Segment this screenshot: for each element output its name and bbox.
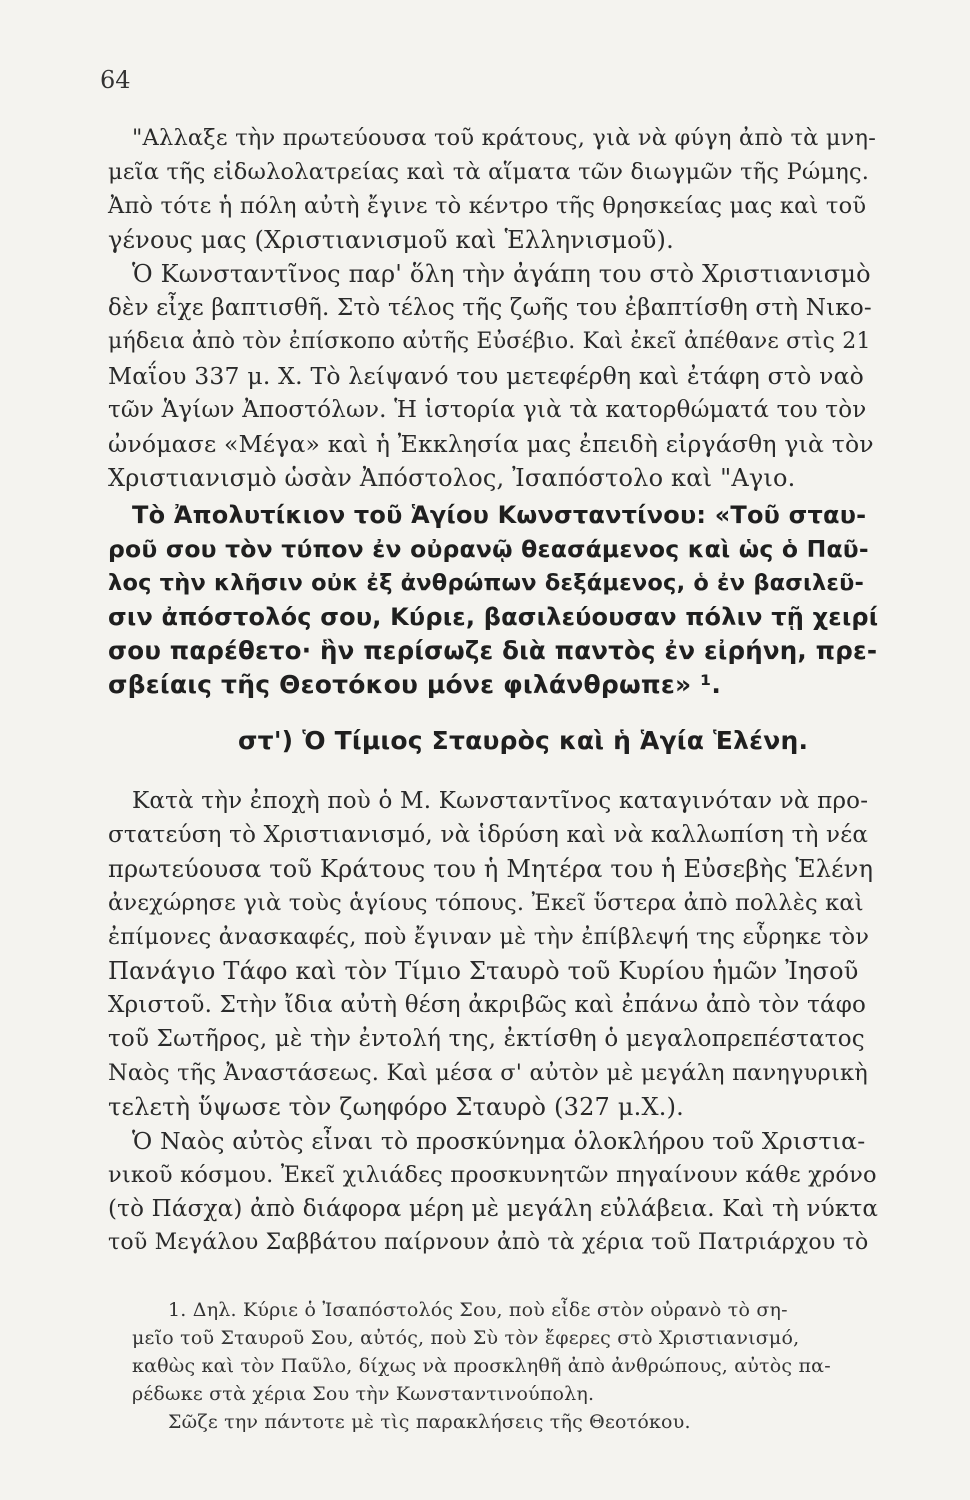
paragraph-3-line: τελετὴ ὕψωσε τὸν ζωηφόρο Σταυρὸ (327 μ.Χ.). xyxy=(108,1093,684,1121)
paragraph-2-line: μήδεια ἀπὸ τὸν ἐπίσκοπο αὐτῆς Εὐσέβιο. Καὶ ἐκεῖ ἀπέθανε στὶς 21 xyxy=(108,329,871,354)
apolytikion-line: Τὸ Ἀπολυτίκιον τοῦ Ἁγίου Κωνσταντίνου: «Τοῦ σταυ- xyxy=(132,501,867,529)
paragraph-4-line: νικοῦ κόσμου. Ἐκεῖ χιλιάδες προσκυνητῶν πηγαίνουν κάθε χρόνο xyxy=(108,1162,877,1188)
paragraph-2-line: Χριστιανισμὸ ὡσὰν Ἀπόστολος, Ἰσαπόστολο καὶ "Αγιο. xyxy=(108,464,796,492)
paragraph-2-line: ὠνόμασε «Μέγα» καὶ ἡ Ἐκκλησία μας ἐπειδὴ εἰργάσθη γιὰ τὸν xyxy=(108,430,874,458)
paragraph-4-line: (τὸ Πάσχα) ἀπὸ διάφορα μέρη μὲ μεγάλη εὐλάβεια. Καὶ τὴ νύκτα xyxy=(108,1196,879,1222)
footnote-line: καθὼς καὶ τὸν Παῦλο, δίχως νὰ προσκληθῆ ἀπὸ ἀνθρώπους, αὐτὸς πα- xyxy=(132,1355,831,1377)
section-heading: στ') Ὁ Τίμιος Σταυρὸς καὶ ἡ Ἁγία Ἑλένη. xyxy=(238,726,809,755)
paragraph-4-line: Ὁ Ναὸς αὐτὸς εἶναι τὸ προσκύνημα ὁλοκλήρου τοῦ Χριστια- xyxy=(132,1127,866,1155)
paragraph-4-line: τοῦ Μεγάλου Σαββάτου παίρνουν ἀπὸ τὰ χέρια τοῦ Πατριάρχου τὸ xyxy=(108,1230,869,1255)
apolytikion-line: σου παρέθετο· ἣν περίσωζε διὰ παντὸς ἐν εἰρήνη, πρε- xyxy=(108,636,878,665)
footnote-line: μεῖο τοῦ Σταυροῦ Σου, αὐτός, ποὺ Σὺ τὸν ἔφερες στὸ Χριστιανισμό, xyxy=(132,1327,800,1349)
apolytikion-line: λος τὴν κλῆσιν οὐκ ἐξ ἀνθρώπων δεξάμενος, ὁ ἐν βασιλεῦ- xyxy=(108,570,865,596)
paragraph-3-line: πρωτεύουσα τοῦ Κράτους του ἡ Μητέρα του ἡ Εὐσεβὴς Ἑλένη xyxy=(108,855,874,883)
apolytikion-line: σβείαις τῆς Θεοτόκου μόνε φιλάνθρωπε» ¹. xyxy=(108,670,722,699)
apolytikion-line: ροῦ σου τὸν τύπον ἐν οὐρανῷ θεασάμενος καὶ ὡς ὁ Παῦ- xyxy=(108,535,869,563)
paragraph-2-line: Ὁ Κωνσταντῖνος παρ' ὅλη τὴν ἀγάπη του στὸ Χριστιανισμὸ xyxy=(132,260,871,288)
paragraph-3-line: ἐπίμονες ἀνασκαφές, ποὺ ἔγιναν μὲ τὴν ἐπίβλεψή της εὗρηκε τὸν xyxy=(108,924,870,950)
apolytikion-line: σιν ἀπόστολός σου, Κύριε, βασιλεύουσαν πόλιν τῇ χειρί xyxy=(108,603,879,631)
paragraph-1-line: μεῖα τῆς εἰδωλολατρείας καὶ τὰ αἵματα τῶν διωγμῶν τῆς Ρώμης. xyxy=(108,159,870,185)
paragraph-1-line: "Αλλαξε τὴν πρωτεύουσα τοῦ κράτους, γιὰ νὰ φύγη ἀπὸ τὰ μνη- xyxy=(132,125,877,151)
paragraph-3-line: ἀνεχώρησε γιὰ τοὺς ἁγίους τόπους. Ἐκεῖ ὕστερα ἀπὸ πολλὲς καὶ xyxy=(108,890,864,916)
paragraph-3-line: Κατὰ τὴν ἐποχὴ ποὺ ὁ Μ. Κωνσταντῖνος καταγινόταν νὰ προ- xyxy=(132,788,869,814)
paragraph-1-line: Ἀπὸ τότε ἡ πόλη αὐτὴ ἔγινε τὸ κέντρο τῆς θρησκείας μας καὶ τοῦ xyxy=(108,193,867,219)
footnote-line: ρέδωκε στὰ χέρια Σου τὴν Κωνσταντινούπολη. xyxy=(132,1383,595,1405)
paragraph-2-line: τῶν Ἁγίων Ἀποστόλων. Ἡ ἱστορία γιὰ τὰ κατορθώματά του τὸν xyxy=(108,397,867,423)
paragraph-3-line: Ναὸς τῆς Ἀναστάσεως. Καὶ μέσα σ' αὐτὸν μὲ μεγάλη πανηγυρικὴ xyxy=(108,1060,868,1086)
footnote-line: 1. Δηλ. Κύριε ὁ Ἰσαπόστολός Σου, ποὺ εἶδε στὸν οὐρανὸ τὸ ση- xyxy=(168,1299,788,1321)
paragraph-2-line: Μαΐου 337 μ. Χ. Τὸ λείψανό του μετεφέρθη καὶ ἐτάφη στὸ ναὸ xyxy=(108,362,864,390)
paragraph-1-line: γένους μας (Χριστιανισμοῦ καὶ Ἑλληνισμοῦ). xyxy=(108,226,674,254)
paragraph-2-line: δὲν εἶχε βαπτισθῆ. Στὸ τέλος τῆς ζωῆς του ἐβαπτίσθη στὴ Νικο- xyxy=(108,295,872,321)
paragraph-3-line: στατεύση τὸ Χριστιανισμό, νὰ ἱδρύση καὶ νὰ καλλωπίση τὴ νέα xyxy=(108,822,869,848)
paragraph-3-line: Πανάγιο Τάφο καὶ τὸν Τίμιο Σταυρὸ τοῦ Κυρίου ἡμῶν Ἰησοῦ xyxy=(108,957,859,985)
page-number: 64 xyxy=(100,66,131,94)
paragraph-3-line: Χριστοῦ. Στὴν ἴδια αὐτὴ θέση ἀκριβῶς καὶ ἐπάνω ἀπὸ τὸν τάφο xyxy=(108,992,867,1018)
paragraph-3-line: τοῦ Σωτῆρος, μὲ τὴν ἐντολή της, ἐκτίσθη ὁ μεγαλοπρεπέστατος xyxy=(108,1026,865,1052)
footnote-line: Σῶζε την πάντοτε μὲ τὶς παρακλήσεις τῆς Θεοτόκου. xyxy=(168,1411,691,1433)
